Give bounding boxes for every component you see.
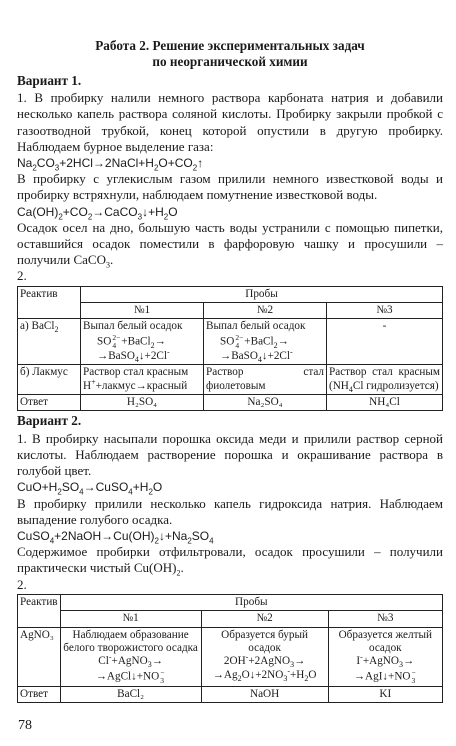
equation-4: $CuSO_4+2NaOH\to Cu(OH)_2↓+Na_2SO_4$ xyxy=(17,528,214,546)
cell-a-1: Выпал белый осадок SO 2− 4 +BaCl$_2$→ →BaSO$_4$↓+2Cl- xyxy=(81,319,204,365)
variant1-heading: Вариант 1. xyxy=(17,73,82,88)
cell-a-3: - xyxy=(327,319,443,365)
table-row xyxy=(18,627,443,686)
variant2-heading: Вариант 2. xyxy=(17,413,82,429)
variant2-table xyxy=(17,594,443,703)
variant1-paragraph-1: 1. В пробирку налили немного раствора карбоната натрия и добавили несколько капель раствора соляной кислоты. Пробирку закрыли пробкой с газоотводной трубкой, конец которой опустили в другую пробирку. Наблюдаем бурное выделение газа: xyxy=(17,90,443,154)
header-n3: №3 xyxy=(328,611,442,627)
cell-b-3: Раствор стал красным ($NH_4Cl$ гидролизуется) xyxy=(327,365,443,395)
variant2-paragraph-3: Содержимое пробирки отфильтровали, осадок просушили – получили практически чистый $Cu(OH)_2$. xyxy=(17,544,443,578)
equation-2: $Ca(OH)_2+CO_2\to CaCO_3↓+H_2O$ xyxy=(17,204,178,222)
variant2-item-2: 2. xyxy=(17,576,27,592)
equation-1: $Na_2CO_3+2HCl\to 2NaCl+H_2O+CO_2↑$ xyxy=(17,156,204,173)
table-row xyxy=(18,686,443,702)
header-n2: №2 xyxy=(204,303,327,319)
variant1-paragraph-3: Осадок осел на дно, большую часть воды устранили с помощью пипетки, оставшийся осадок поместили в фарфоровую чашку и просушили – получили СаСО$_3$. xyxy=(17,219,443,270)
cell-b-1: Раствор стал красным H++лакмус→красный xyxy=(81,365,204,395)
row-label: AgNO₃ xyxy=(18,627,61,686)
variant1-paragraph-2: В пробирку с углекислым газом прилили немного известковой воды и пробирку встряхнули, наблюдаем помутнение известковой воды. xyxy=(17,171,443,203)
page-title: Работа 2. Решение экспериментальных задач по неорганической химии xyxy=(95,38,365,69)
row-a-label: а) BaCl$_2$ xyxy=(18,319,81,365)
answer-3: NH₄Cl xyxy=(327,395,443,411)
variant2-paragraph-1: 1. В пробирку насыпали порошка оксида меди и прилили раствор серной кислоты. Наблюдаем растворение порошка и окрашивание раствора в голубой цвет. xyxy=(17,430,443,479)
variant1-item-2: 2. xyxy=(17,268,27,284)
page-number: 78 xyxy=(18,718,32,733)
header-samples: Пробы xyxy=(60,594,442,610)
header-n1: №1 xyxy=(60,611,201,627)
page-content xyxy=(17,38,443,703)
header-n1: №1 xyxy=(81,303,204,319)
row-b-label: б) Лакмус xyxy=(18,365,81,395)
header-reagent: Реактив xyxy=(18,286,81,319)
answer-2: NaOH xyxy=(201,686,328,702)
variant2-paragraph-2: В пробирку прилили несколько капель гидроксида натрия. Наблюдаем выпадение голубого осадка. xyxy=(17,495,443,527)
answer-label: Ответ xyxy=(18,686,61,702)
answer-2: Na₂SO₄ xyxy=(204,395,327,411)
answer-1: BaCl₂ xyxy=(60,686,201,702)
cell-3: Образуется желтый осадок I-+AgNO$_3$→ →AgI↓+NO − 3 xyxy=(328,627,442,686)
table-row xyxy=(18,365,443,395)
cell-2: Образуется бурый осадок 2OH-+2AgNO$_3$→ $\to Ag_2O↓+2NO_3^-+H_2O$ xyxy=(201,627,328,686)
table-row xyxy=(18,319,443,365)
answer-1: H₂SO₄ xyxy=(81,395,204,411)
cell-b-2: Раствор стал фиолетовым xyxy=(204,365,327,395)
table-row xyxy=(18,395,443,411)
answer-3: KI xyxy=(328,686,442,702)
header-samples: Пробы xyxy=(81,286,443,302)
equation-3: $CuO+H_2SO_4\to CuSO_4+H_2O$ xyxy=(17,480,163,497)
header-n3: №3 xyxy=(327,303,443,319)
header-reagent: Реактив xyxy=(18,594,61,627)
cell-a-2: Выпал белый осадок SO 2− 4 +BaCl$_2$→ →BaSO$_4$↓+2Cl- xyxy=(204,319,327,365)
header-n2: №2 xyxy=(201,611,328,627)
variant1-table xyxy=(17,286,443,412)
cell-1: Наблюдаем образование белого творожистого осадка Cl-+AgNO$_3$→ →AgCl↓+NO − 3 xyxy=(60,627,201,686)
answer-label: Ответ xyxy=(18,395,81,411)
